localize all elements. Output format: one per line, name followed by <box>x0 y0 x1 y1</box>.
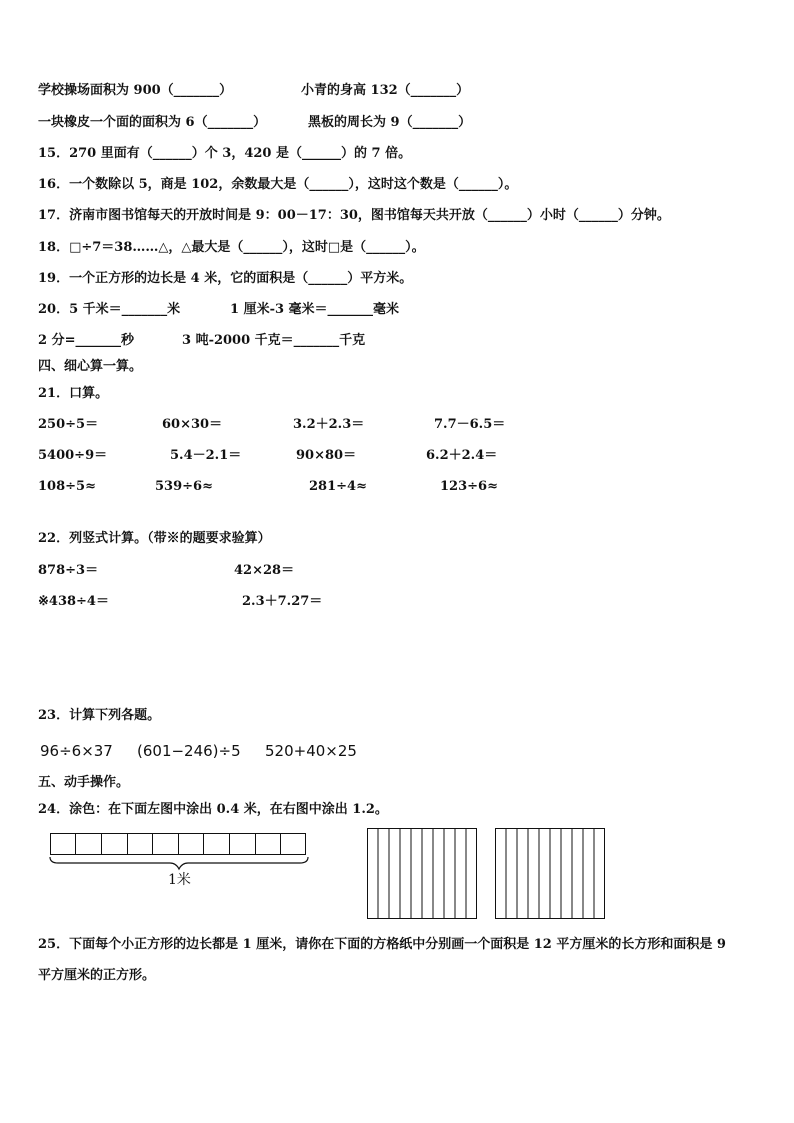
oral-item: 6.2＋2.4＝ <box>426 448 498 463</box>
oral-item: 539÷6≈ <box>155 479 213 494</box>
oral-item: 60×30＝ <box>162 417 223 432</box>
meter-divider <box>280 833 281 855</box>
meter-divider <box>101 833 102 855</box>
meter-divider <box>203 833 204 855</box>
oral-item: 108÷5≈ <box>38 479 96 494</box>
calc-expression: 520+40×25 <box>265 742 357 760</box>
question-16: 16．一个数除以 5，商是 102，余数最大是（______），这时这个数是（______）。 <box>38 177 518 192</box>
stripe-lines-2 <box>495 828 605 919</box>
unit-question-field-area: 学校操场面积为 900（_______） <box>38 83 233 98</box>
vertical-item: 42×28＝ <box>234 563 295 578</box>
vertical-item: ※438÷4＝ <box>38 594 109 609</box>
meter-divider <box>255 833 256 855</box>
meter-divider <box>229 833 230 855</box>
question-17: 17．济南市图书馆每天的开放时间是 9：00－17：30，图书馆每天共开放（______）小时（______）分钟。 <box>38 208 670 223</box>
question-20-b: 1 厘米-3 毫米＝_______毫米 <box>230 302 400 317</box>
question-25-line-1: 25．下面每个小正方形的边长都是 1 厘米，请你在下面的方格纸中分别画一个面积是 12 平方厘米的长方形和面积是 9 <box>38 937 726 952</box>
unit-question-eraser-area: 一块橡皮一个面的面积为 6（_______） <box>38 115 267 130</box>
section-5-title: 五、动手操作。 <box>38 775 130 790</box>
question-19: 19．一个正方形的边长是 4 米，它的面积是（______）平方米。 <box>38 271 413 286</box>
oral-item: 3.2＋2.3＝ <box>293 417 365 432</box>
unit-question-blackboard: 黑板的周长为 9（_______） <box>308 115 472 130</box>
question-24: 24．涂色：在下面左图中涂出 0.4 米，在右图中涂出 1.2。 <box>38 802 388 817</box>
brace-icon <box>48 856 310 872</box>
meter-label: 1米 <box>168 872 191 888</box>
calc-expression: (601−246)÷5 <box>137 742 241 760</box>
section-4-title: 四、细心算一算。 <box>38 359 143 374</box>
oral-item: 5400÷9＝ <box>38 448 108 463</box>
question-18: 18．□÷7＝38……△，△最大是（______），这时□是（______）。 <box>38 240 425 255</box>
oral-item: 7.7－6.5＝ <box>434 417 506 432</box>
oral-item: 281÷4≈ <box>309 479 367 494</box>
question-22: 22．列竖式计算。（带※的题要求验算） <box>38 531 271 546</box>
oral-item: 250÷5＝ <box>38 417 99 432</box>
question-20-a: 20．5 千米＝_______米 <box>38 302 181 317</box>
question-21: 21．口算。 <box>38 386 109 401</box>
vertical-item: 2.3＋7.27＝ <box>242 594 323 609</box>
question-20-d: 3 吨-2000 千克＝_______千克 <box>182 333 366 348</box>
question-23: 23．计算下列各题。 <box>38 708 161 723</box>
question-25-line-2: 平方厘米的正方形。 <box>38 968 156 983</box>
meter-divider <box>152 833 153 855</box>
calc-expression: 96÷6×37 <box>40 742 113 760</box>
meter-divider <box>178 833 179 855</box>
unit-question-height: 小青的身高 132（_______） <box>301 83 470 98</box>
stripe-lines-1 <box>367 828 477 919</box>
meter-divider <box>127 833 128 855</box>
meter-divider <box>75 833 76 855</box>
vertical-item: 878÷3＝ <box>38 563 99 578</box>
oral-item: 90×80＝ <box>296 448 357 463</box>
oral-item: 5.4－2.1＝ <box>170 448 242 463</box>
oral-item: 123÷6≈ <box>440 479 498 494</box>
question-20-c: 2 分=_______秒 <box>38 333 134 348</box>
question-15: 15．270 里面有（______）个 3，420 是（______）的 7 倍。 <box>38 146 412 161</box>
